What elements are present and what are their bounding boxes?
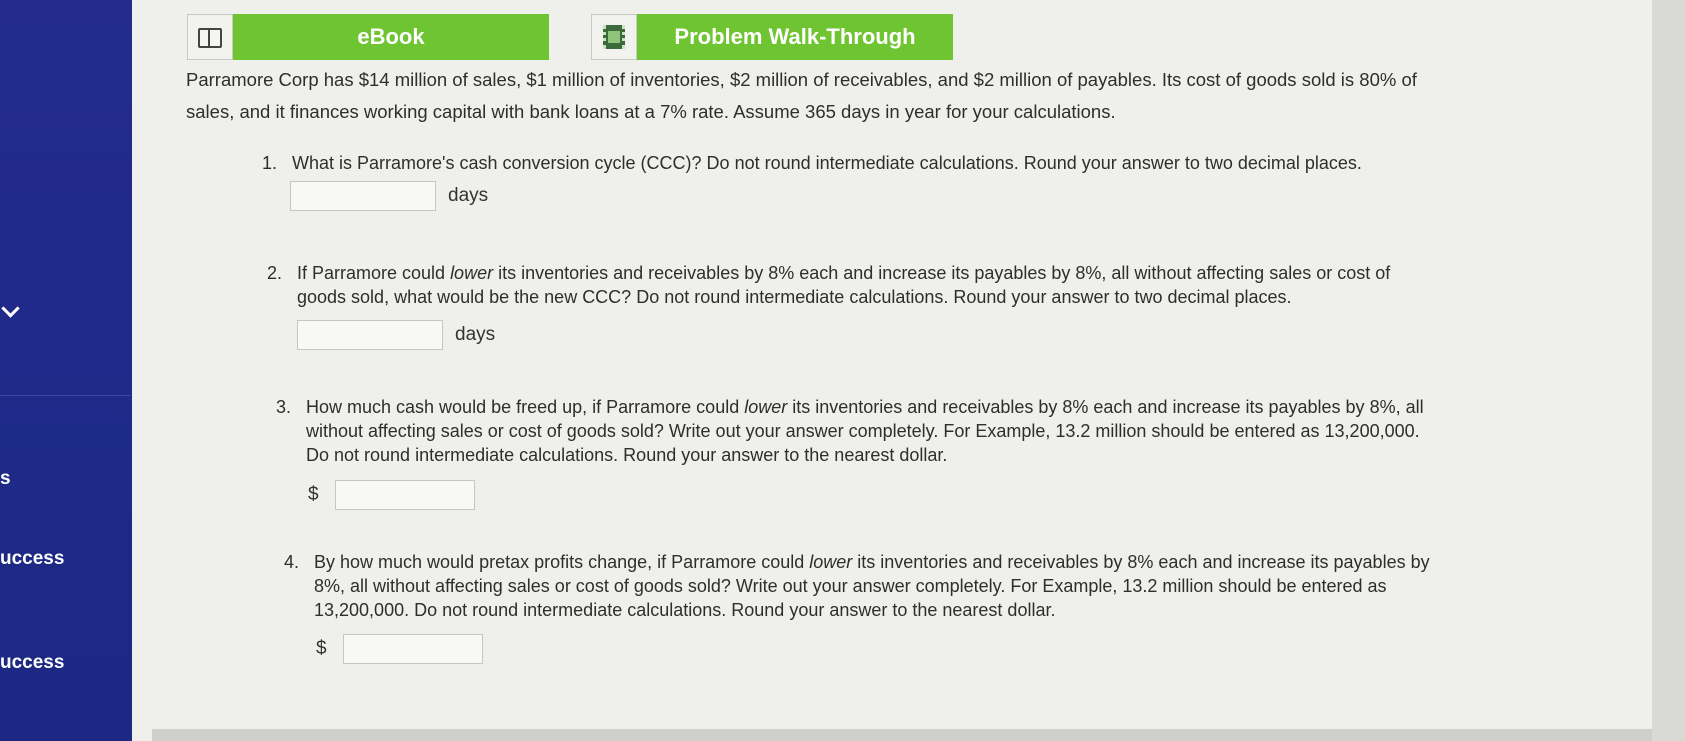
book-icon — [198, 28, 222, 46]
question-3 — [276, 395, 1636, 467]
sidebar-divider — [0, 395, 130, 396]
question-number: 3. — [276, 397, 292, 417]
question-text-line: 8%, all without affecting sales or cost of goods sold? Write out your answer completely. For Example, 13.2 million should be entered as — [314, 576, 1387, 596]
question-1 — [262, 151, 1622, 175]
question-text-line — [306, 395, 1636, 419]
question-text-line: What is Parramore's cash conversion cycle (CCC)? Do not round intermediate calculations. Round your answer to two decimal places. — [292, 153, 1362, 173]
unit-label: days — [455, 324, 496, 345]
ebook-tab[interactable] — [187, 14, 549, 60]
question-text-line: without affecting sales or cost of goods sold? Write out your answer completely. For Example, 13.2 million should be entered as 13,200,000. — [306, 421, 1420, 441]
film-icon — [603, 25, 625, 49]
question-text-line: 13,200,000. Do not round intermediate calculations. Round your answer to the nearest dollar. — [314, 600, 1056, 620]
answer-row-4 — [316, 634, 483, 664]
question-4 — [284, 550, 1644, 622]
answer-row-1 — [290, 181, 488, 211]
emphasis-lower: lower — [809, 552, 853, 572]
cash-freed-input[interactable] — [335, 480, 475, 510]
ccc-days-input[interactable] — [290, 181, 436, 211]
question-text-rest: its inventories and receivables by 8% each and increase its payables by 8%, all — [787, 397, 1424, 417]
new-ccc-days-input[interactable] — [297, 320, 443, 350]
emphasis-lower: lower — [744, 397, 788, 417]
question-text-rest: its inventories and receivables by 8% each and increase its payables by — [852, 552, 1430, 572]
walkthrough-icon-box — [591, 14, 637, 60]
problem-statement — [186, 64, 1656, 128]
problem-statement-line: sales, and it finances working capital with bank loans at a 7% rate. Assume 365 days in year for your calculations. — [186, 101, 1116, 122]
question-text-start: How much cash would be freed up, if Parramore could — [306, 397, 745, 417]
question-number: 1. — [262, 153, 278, 173]
question-text-start: By how much would pretax profits change, if Parramore could — [314, 552, 810, 572]
currency-symbol: $ — [316, 638, 327, 659]
pretax-profit-change-input[interactable] — [343, 634, 483, 664]
left-sidebar — [0, 0, 152, 741]
walkthrough-tab[interactable] — [591, 14, 953, 60]
problem-statement-line: Parramore Corp has $14 million of sales, $1 million of inventories, $2 million of receivables, and $2 million of payables. Its cost of goods sold is 80% of — [186, 69, 1417, 90]
answer-row-2 — [297, 320, 495, 350]
question-text-line — [297, 261, 1627, 285]
currency-symbol: $ — [308, 484, 319, 505]
question-2 — [267, 261, 1627, 309]
question-text-line: Do not round intermediate calculations. Round your answer to the nearest dollar. — [306, 445, 948, 465]
question-number: 4. — [284, 552, 300, 572]
ebook-button[interactable]: eBook — [233, 14, 549, 60]
answer-row-3 — [308, 480, 475, 510]
sidebar-item-label[interactable]: s — [0, 468, 11, 489]
sidebar-item-label[interactable]: uccess — [0, 548, 65, 569]
question-text-start: If Parramore could — [297, 263, 451, 283]
question-text-rest: its inventories and receivables by 8% each and increase its payables by 8%, all without affecting sales or cost of — [493, 263, 1391, 283]
sidebar-item-label[interactable]: uccess — [0, 652, 65, 673]
page-bottom-edge — [152, 729, 1652, 741]
question-number: 2. — [267, 263, 283, 283]
question-text-line: goods sold, what would be the new CCC? Do not round intermediate calculations. Round your answer to two decimal places. — [297, 287, 1292, 307]
emphasis-lower: lower — [450, 263, 494, 283]
unit-label: days — [448, 185, 489, 206]
question-text-line — [314, 550, 1644, 574]
chevron-down-icon[interactable] — [1, 299, 19, 317]
ebook-icon-box — [187, 14, 233, 60]
problem-walkthrough-button[interactable]: Problem Walk-Through — [637, 14, 953, 60]
